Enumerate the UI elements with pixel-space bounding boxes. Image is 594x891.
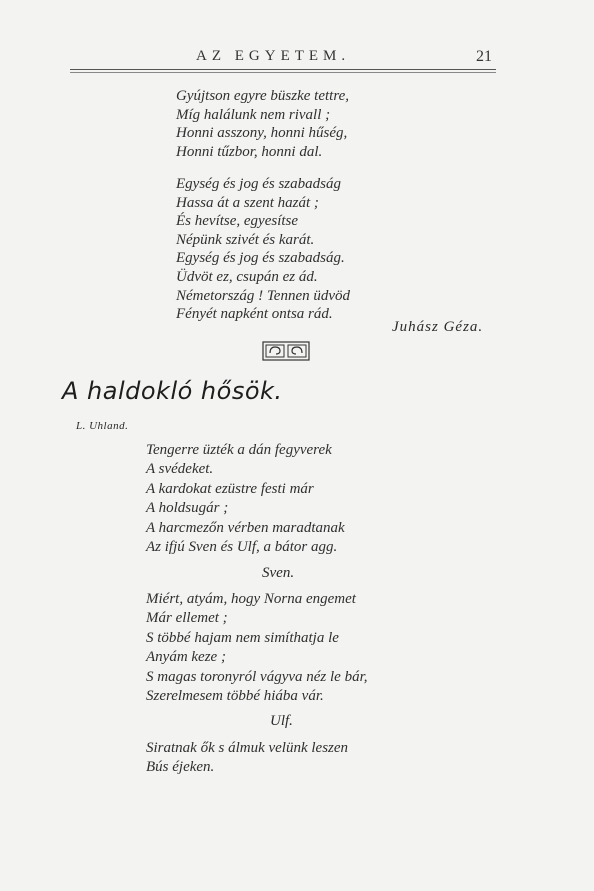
verse-line: Gyújtson egyre büszke tettre, [176,88,350,104]
poem-author: L. Uhland. [76,420,129,432]
verse-line: Hassa át a szent hazát ; [176,194,319,211]
poem1-stanza-2 [176,175,350,324]
verse-line: Németország ! Tennen üdvöd [176,287,351,304]
page-number: 21 [476,48,492,65]
poem-title: A haldokló hősök. [62,377,283,405]
verse-line: Fényét napként ontsa rád. [176,306,333,323]
verse-line: A kardokat ezüstre festi már [146,480,314,497]
verse-line: Míg halálunk nem rivall ; [176,106,331,123]
verse-line: Bús éjeken. [146,759,215,776]
verse-line: A holdsugár ; [146,500,229,517]
header-rule [70,69,496,73]
verse-line: A svédeket. [146,461,214,478]
verse-line: Egység és jog és szabadság. [176,250,345,267]
verse-line: Szerelmesem többé hiába vár. [146,688,324,705]
decorative-ornament-icon [262,341,310,361]
verse-line: Egység és jog és szabadság [176,176,341,192]
verse-line: Az ifjú Sven és Ulf, a bátor agg. [146,539,338,556]
verse-line: Már ellemet ; [146,610,228,627]
poem2-stanza-1 [146,441,345,557]
verse-line: És hevítse, egyesítse [176,213,299,230]
verse-line: Népünk szivét és karát. [176,231,315,248]
verse-line: Üdvöt ez, csupán ez ád. [176,268,318,285]
speaker-name: Sven. [262,565,295,581]
verse-line: S többé hajam nem simíthatja le [146,629,339,646]
running-header-title: AZ EGYETEM. [196,48,351,64]
poet-signature: Juhász Géza. [392,319,484,335]
speaker-name: Ulf. [270,713,293,729]
poem2-stanza-2 [146,590,368,706]
verse-line: Siratnak ők s álmuk velünk leszen [146,740,349,756]
verse-line: A harcmezőn vérben maradtanak [146,519,345,536]
poem2-stanza-3 [146,739,348,778]
verse-line: S magas toronyról vágyva néz le bár, [146,668,368,685]
verse-line: Miért, atyám, hogy Norna engemet [146,591,356,607]
poem1-stanza-1 [176,87,349,161]
verse-line: Anyám keze ; [146,649,226,666]
verse-line: Honni asszony, honni hűség, [176,125,348,142]
verse-line: Tengerre üzték a dán fegyverek [146,442,332,458]
verse-line: Honni tűzbor, honni dal. [176,143,323,160]
